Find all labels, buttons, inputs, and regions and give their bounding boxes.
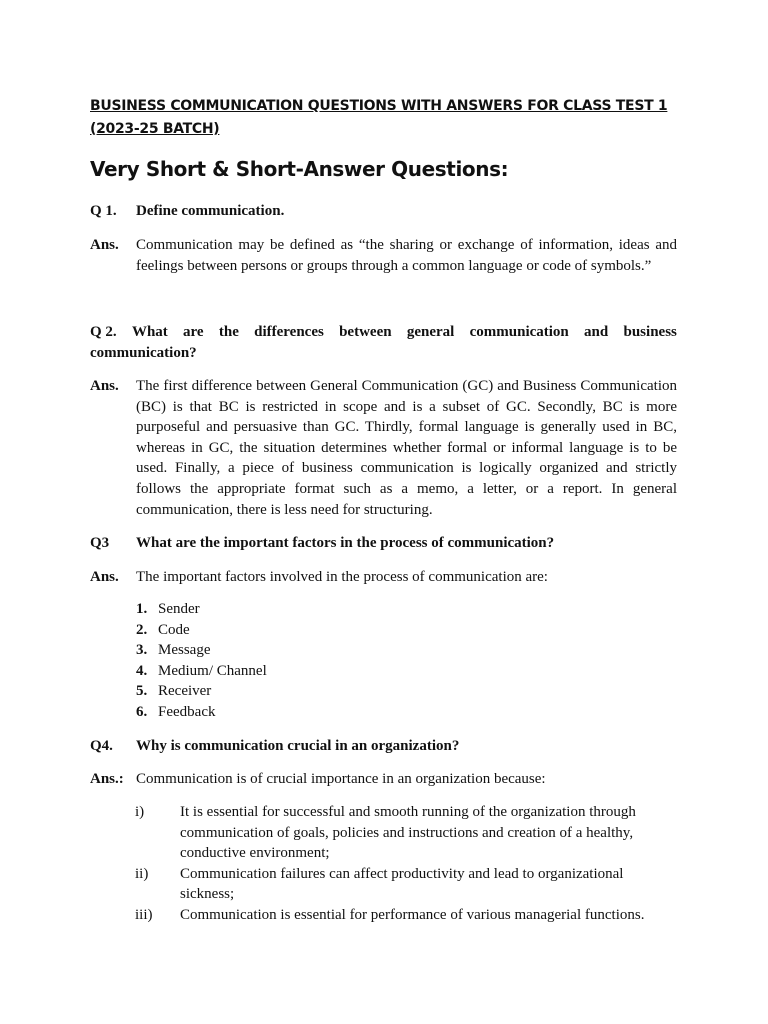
question-word: communication — [469, 324, 569, 340]
question-1 — [90, 201, 677, 222]
question-text: What are the important factors in the process of communication? — [136, 535, 555, 551]
answer-text: Communication is of crucial importance in an organization because: — [136, 771, 546, 787]
question-word: What — [131, 324, 168, 340]
question-2 — [90, 322, 677, 363]
factors-list — [90, 599, 677, 723]
list-item: i) It is essential for successful and smooth running of the organization through communication of goals, policies and instructions and creation of a healthy, conductive environment; — [135, 804, 636, 862]
question-word: between — [339, 324, 392, 340]
question-label: Q 2. — [90, 324, 117, 340]
reasons-list — [135, 802, 655, 926]
list-item: 4. Medium/ Channel — [136, 662, 267, 679]
question-label: Q3 — [90, 535, 110, 551]
list-item: ii) Communication failures can affect productivity and lead to organizational sickness; — [135, 865, 624, 903]
question-4 — [90, 736, 677, 757]
question-word: the — [218, 324, 239, 340]
question-second-line: communication? — [90, 344, 197, 361]
section-heading: Very Short & Short-Answer Questions: — [90, 157, 509, 181]
answer-3 — [90, 567, 677, 588]
question-first-line — [90, 322, 677, 343]
answer-2 — [90, 376, 677, 520]
answer-1 — [90, 235, 677, 276]
question-3 — [90, 533, 677, 554]
question-label: Q 1. — [90, 203, 117, 219]
list-item: 1. Sender — [136, 601, 200, 617]
list-item: iii) Communication is essential for performance of various managerial functions. — [135, 906, 645, 923]
list-item: 3. Message — [136, 642, 211, 659]
question-word: business — [623, 324, 677, 340]
list-item: 5. Receiver — [136, 683, 212, 700]
question-text: Why is communication crucial in an organization? — [136, 738, 460, 754]
answer-text: The important factors involved in the process of communication are: — [136, 569, 548, 585]
answer-label: Ans. — [90, 237, 119, 253]
answer-label: Ans.: — [90, 771, 124, 787]
question-label: Q4. — [90, 738, 113, 754]
question-word: general — [406, 324, 455, 340]
answer-4 — [90, 769, 677, 790]
answer-text: The first difference between General Communication (GC) and Business Communication (BC) is that BC is restricted in scope and is a subset of GC. Secondly, BC is more purposeful and persuasive than GC. Thirdly, formal language is generally used in BC, whereas in GC, the situation determines whether formal or informal language is to be used. Finally, a piece of business communication is logically organized and strictly follows the appropriate format such as a memo, a letter, or a report. In general communication, there is less need for structuring. — [136, 378, 677, 518]
answer-text: Communication may be defined as “the sharing or exchange of information, ideas and feelings between persons or groups through a common language or code of symbols.” — [136, 237, 677, 274]
question-text: Define communication. — [136, 203, 285, 219]
question-word: and — [584, 324, 609, 340]
question-word: differences — [254, 324, 324, 340]
answer-label: Ans. — [90, 569, 119, 585]
question-word: are — [183, 324, 204, 340]
list-item: 2. Code — [136, 621, 190, 638]
list-item: 6. Feedback — [136, 703, 216, 720]
answer-label: Ans. — [90, 378, 119, 394]
document-title: BUSINESS COMMUNICATION QUESTIONS WITH ANSWERS FOR CLASS TEST 1 (2023-25 BATCH) — [90, 98, 668, 137]
